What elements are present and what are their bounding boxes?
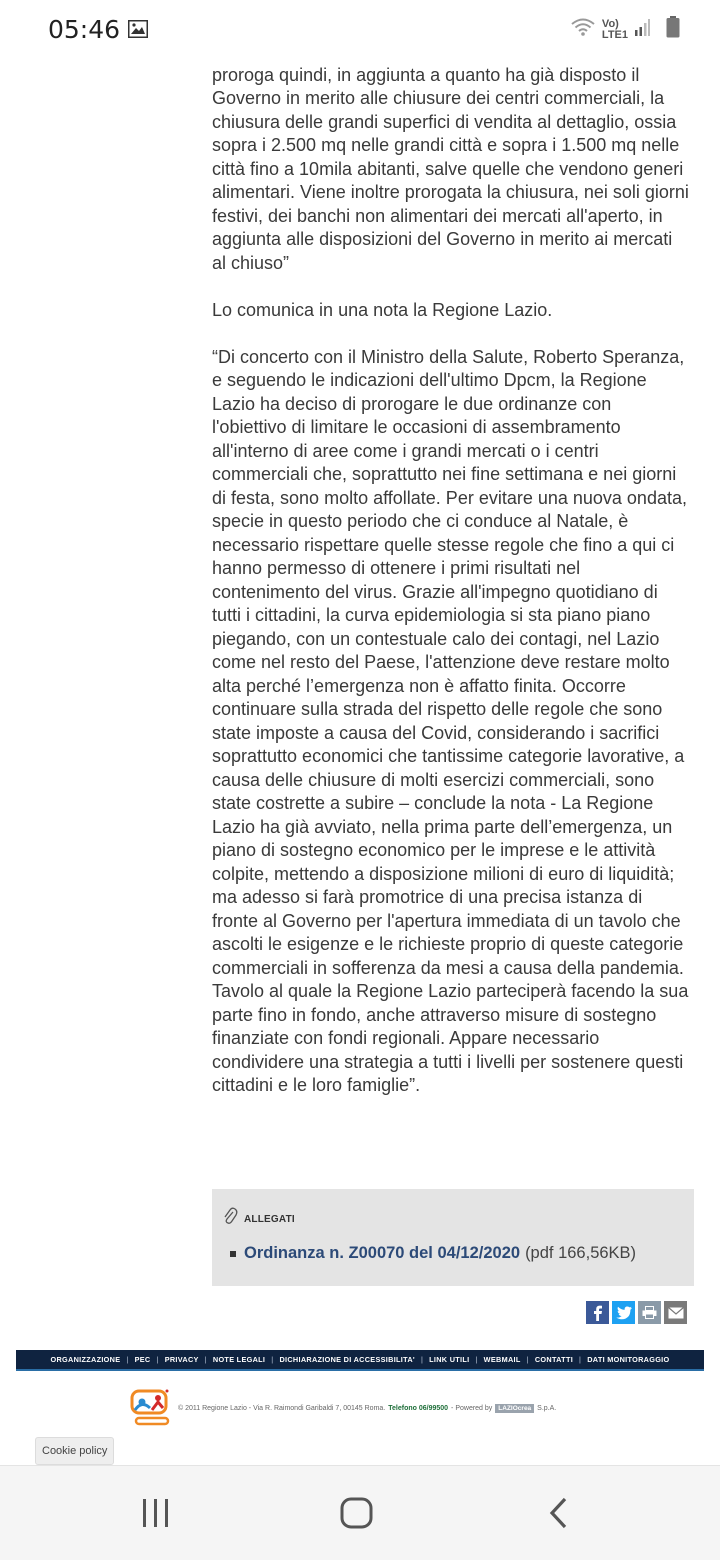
attachments-header <box>222 1207 295 1232</box>
battery-icon <box>666 16 680 43</box>
attachments-title: ALLEGATI <box>244 1214 295 1225</box>
wifi-icon <box>570 17 596 42</box>
facebook-icon[interactable] <box>586 1301 609 1324</box>
attachment-meta: (pdf 166,56KB) <box>525 1244 637 1262</box>
back-button[interactable] <box>545 1496 571 1535</box>
paperclip-icon <box>222 1207 238 1232</box>
attachment-item <box>230 1244 636 1263</box>
copyright-text: © 2011 Regione Lazio - Via R. Raimondi Garibaldi 7, 00145 Roma. <box>178 1404 386 1412</box>
article-paragraph-3: “Di concerto con il Ministro della Salute, Roberto Speranza, e seguendo le indicazioni dell'ultimo Dpcm, la Regione Lazio ha deciso di prorogare le due ordinanze con l'obiettivo di limitare le occasioni di assembramento all'interno di aree come i grandi mercati o i centri commerciali che, soprattutto nei fine settimana e nei giorni di festa, sono molto affollate. Per evitare una nuova ondata, specie in questo periodo che ci conduce al Natale, è necessario rispettare quelle stesse regole che fino a qui ci hanno permesso di ottenere i primi risultati nel contenimento del virus. Grazie all'impegno quotidiano di tutti i cittadini, la curva epidemiologia si sta piano piano piegando, con un contestuale calo dei contagi, nel Lazio come nel resto del Paese, l'attenzione deve restare molto alta perché l’emergenza non è affatto finita. Occorre continuare sulla strada del rispetto delle regole che sono state imposte a causa del Covid, considerando i sacrifici soprattutto economici che tantissime categorie lavorative, a causa delle chiusure di molti esercizi commerciali, sono state costrette a subire – conclude la nota - La Regione Lazio ha già avviato, nella prima parte dell’emergenza, un piano di sostegno economico per le imprese e le attività colpite, mettendo a disposizione milioni di euro di liquidità; ma adesso si farà promotrice di una precisa istanza di fronte al Governo per l'apertura immediata di un tavolo che ascolti le esigenze e le richieste proprio di queste categorie commerciali in sofferenza da mesi a causa della pandemia. Tavolo al quale la Regione Lazio parteciperà facendo la sua parte fino in fondo, anche attraverso misure di sostegno finanziate con fondi regionali. Appare necessario condividere una strategia a tutti i livelli per sostenere questi cittadini e le loro famiglie”. <box>212 346 689 1095</box>
signal-icon <box>634 18 650 41</box>
volte-label: Vo) <box>601 17 619 30</box>
powered-suffix: S.p.A. <box>537 1404 557 1412</box>
attachments-box <box>212 1189 694 1286</box>
regione-lazio-logo[interactable] <box>130 1388 170 1428</box>
gallery-notification-icon <box>128 20 148 43</box>
footer-link-contatti[interactable]: CONTATTI <box>534 1355 574 1364</box>
twitter-icon[interactable] <box>612 1301 635 1324</box>
android-navigation-bar <box>0 1465 720 1560</box>
article-paragraph-2: Lo comunica in una nota la Regione Lazio. <box>212 299 553 320</box>
footer-link-organizzazione[interactable]: ORGANIZZAZIONE <box>50 1355 121 1364</box>
footer-link-pec[interactable]: PEC <box>134 1355 151 1364</box>
footer-link-dati-monitoraggio[interactable]: DATI MONITORAGGIO <box>587 1355 670 1364</box>
footer-link-webmail[interactable]: WEBMAIL <box>483 1355 521 1364</box>
lte-label: LTE1 <box>601 28 628 41</box>
article-body <box>212 40 690 1121</box>
footer-link-privacy[interactable]: PRIVACY <box>164 1355 199 1364</box>
footer-navigation: ORGANIZZAZIONE | PEC | PRIVACY | NOTE LEGALI | DICHIARAZIONE DI ACCESSIBILITA' | LINK UTILI | WEBMAIL | CONTATTI | DATI MONITORAGGIO <box>16 1350 704 1371</box>
bullet <box>230 1251 236 1257</box>
recent-apps-button[interactable] <box>140 1496 172 1535</box>
powered-by-label: - Powered by <box>451 1404 493 1412</box>
network-indicator <box>602 19 628 41</box>
laziocrea-logo[interactable]: LAZIOcrea <box>495 1404 534 1413</box>
status-icons <box>570 16 680 43</box>
cookie-policy-button[interactable]: Cookie policy <box>35 1437 114 1465</box>
share-buttons <box>586 1301 687 1324</box>
article-paragraph-1: proroga quindi, in aggiunta a quanto ha già disposto il Governo in merito alle chiusure dei centri commerciali, la chiusura delle grandi superfici di vendita al dettaglio, ossia sopra i 2.500 mq nelle grandi città e sopra i 1.500 mq nelle città fino a 10mila abitanti, salve quelle che vendono generi alimentari. Viene inoltre prorogata la chiusura, nei soli giorni festivi, dei banchi non alimentari dei mercati all'aperto, in aggiunta alle disposizioni del Governo in merito ai mercati al chiuso” <box>212 64 689 273</box>
footer-link-note-legali[interactable]: NOTE LEGALI <box>212 1355 266 1364</box>
footer-link-link-utili[interactable]: LINK UTILI <box>429 1355 470 1364</box>
phone-number[interactable]: Telefono 06/99500 <box>388 1404 449 1412</box>
footer-link-accessibilita[interactable]: DICHIARAZIONE DI ACCESSIBILITA' <box>279 1355 415 1364</box>
copyright-bar <box>130 1388 556 1428</box>
status-bar <box>0 0 720 58</box>
attachment-link[interactable]: Ordinanza n. Z00070 del 04/12/2020 <box>244 1244 521 1262</box>
status-time: 05:46 <box>48 15 121 44</box>
print-icon[interactable] <box>638 1301 661 1324</box>
home-button[interactable] <box>339 1496 375 1535</box>
mail-icon[interactable] <box>664 1301 687 1324</box>
